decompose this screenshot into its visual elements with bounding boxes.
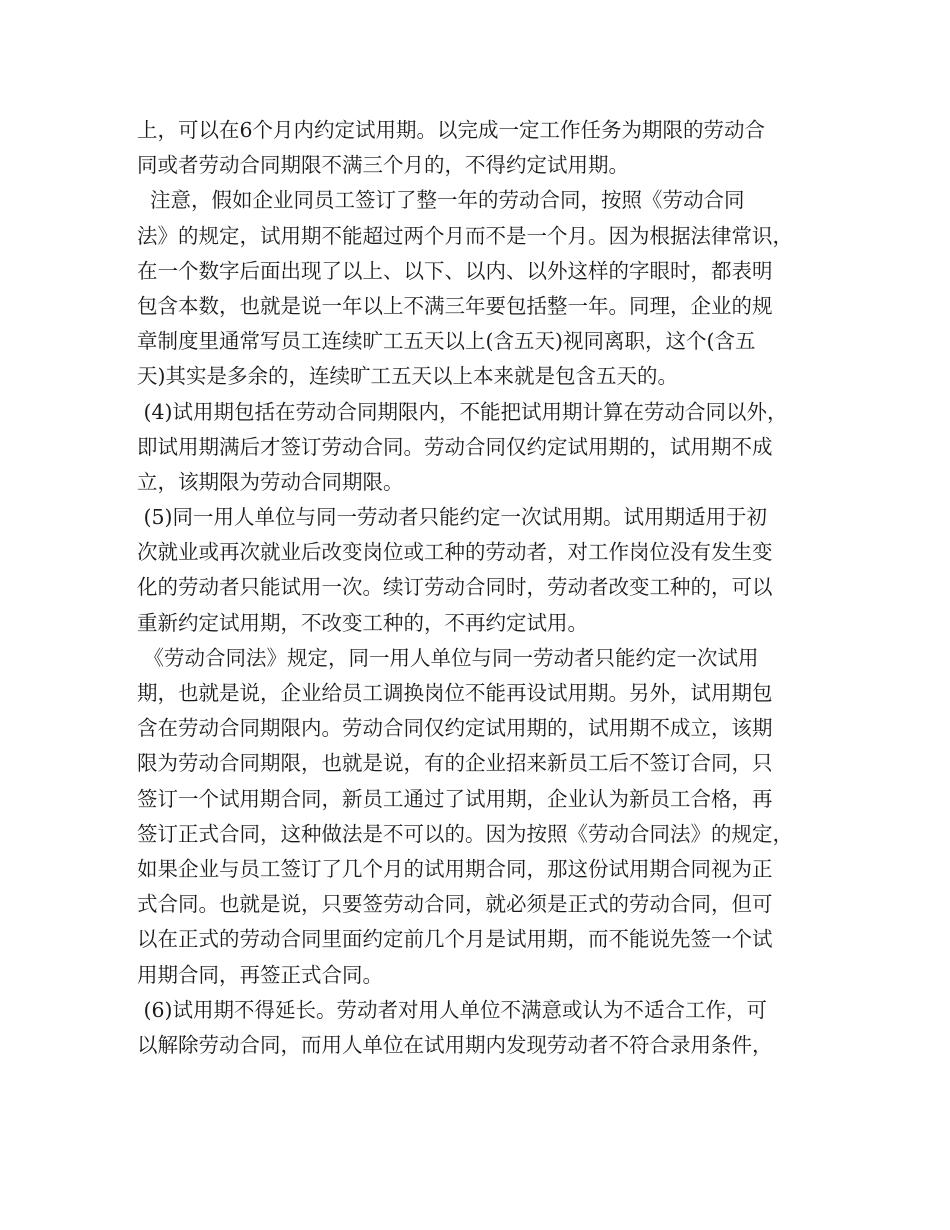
text-line: 含在劳动合同期限内。劳动合同仅约定试用期的，试用期不成立，该期 xyxy=(137,716,773,741)
text-line: 如果企业与员工签订了几个月的试用期合同，那这份试用期合同视为正 xyxy=(137,856,773,881)
text-line: 期，也就是说，企业给员工调换岗位不能再设试用期。另外，试用期包 xyxy=(137,681,773,705)
text-line: 以解除劳动合同，而用人单位在试用期内发现劳动者不符合录用条件， xyxy=(137,1032,773,1057)
text-line: 化的劳动者只能试用一次。续订劳动合同时，劳动者改变工种的，可以 xyxy=(137,575,773,600)
text-line: 上，可以在6个月内约定试用期。以完成一定工作任务为期限的劳动合 xyxy=(137,118,766,142)
text-line: 《劳动合同法》规定，同一用人单位与同一劳动者只能约定一次试用 xyxy=(137,645,759,670)
text-line: 法》的规定，试用期不能超过两个月而不是一个月。因为根据法律常识， xyxy=(137,223,793,248)
text-line: (5)同一用人单位与同一劳动者只能约定一次试用期。试用期适用于初 xyxy=(137,505,768,530)
text-line: 包含本数，也就是说一年以上不满三年要包括整一年。同理，企业的规 xyxy=(137,293,773,318)
text-line: 次就业或再次就业后改变岗位或工种的劳动者，对工作岗位没有发生变 xyxy=(137,540,773,565)
text-line: (6)试用期不得延长。劳动者对用人单位不满意或认为不适合工作，可 xyxy=(137,997,768,1022)
text-line: 注意，假如企业同员工签订了整一年的劳动合同，按照《劳动合同 xyxy=(137,188,745,213)
text-line: 同或者劳动合同期限不满三个月的，不得约定试用期。 xyxy=(137,153,629,178)
text-line: 天)其实是多余的，连续旷工五天以上本来就是包含五天的。 xyxy=(137,364,678,389)
document-body xyxy=(137,113,827,1063)
text-line: 在一个数字后面出现了以上、以下、以内、以外这样的字眼时，都表明 xyxy=(137,258,773,283)
text-line: 章制度里通常写员工连续旷工五天以上(含五天)视同离职，这个(含五 xyxy=(137,329,756,354)
text-line: 以在正式的劳动合同里面约定前几个月是试用期，而不能说先签一个试 xyxy=(137,927,773,952)
text-line: (4)试用期包括在劳动合同期限内，不能把试用期计算在劳动合同以外， xyxy=(137,399,788,424)
text-line: 用期合同，再签正式合同。 xyxy=(137,962,383,987)
text-line: 即试用期满后才签订劳动合同。劳动合同仅约定试用期的，试用期不成 xyxy=(137,434,773,459)
text-line: 立，该期限为劳动合同期限。 xyxy=(137,469,404,494)
text-line: 签订一个试用期合同，新员工通过了试用期，企业认为新员工合格，再 xyxy=(137,786,773,811)
text-line: 式合同。也就是说，只要签劳动合同，就必须是正式的劳动合同，但可 xyxy=(137,892,773,917)
text-line: 重新约定试用期，不改变工种的，不再约定试用。 xyxy=(137,610,588,635)
text-line: 签订正式合同，这种做法是不可以的。因为按照《劳动合同法》的规定， xyxy=(137,821,793,846)
text-line: 限为劳动合同期限，也就是说，有的企业招来新员工后不签订合同，只 xyxy=(137,751,773,776)
